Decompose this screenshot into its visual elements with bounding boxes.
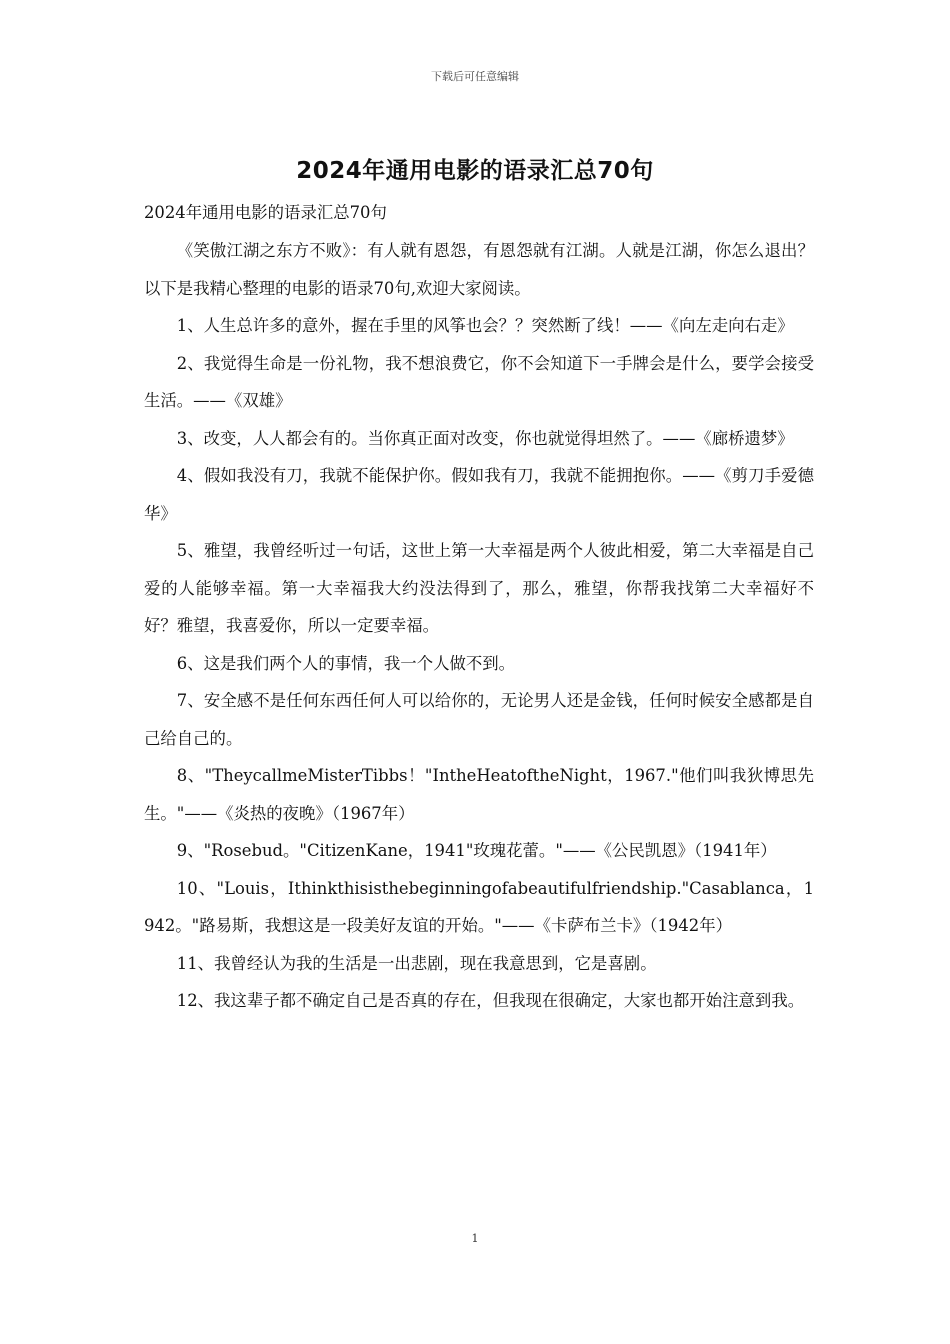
page-header: 下载后可任意编辑 [431, 70, 519, 83]
quote-paragraph: 2、我觉得生命是一份礼物，我不想浪费它，你不会知道下一手牌会是什么，要学会接受生活。——《双雄》 [144, 353, 814, 410]
page-number: 1 [471, 1232, 479, 1245]
document-body [144, 232, 814, 1020]
quote-paragraph: 7、安全感不是任何东西任何人可以给你的，无论男人还是金钱，任何时候安全感都是自己给自己的。 [144, 691, 814, 748]
quote-paragraph: 11、我曾经认为我的生活是一出悲剧，现在我意思到，它是喜剧。 [176, 953, 657, 973]
quote-paragraph: 1、人生总许多的意外，握在手里的风筝也会？？突然断了线！——《向左走向右走》 [176, 316, 794, 335]
quote-paragraph: 4、假如我没有刀，我就不能保护你。假如我有刀，我就不能拥抱你。——《剪刀手爱德华》 [144, 466, 814, 523]
quote-paragraph: 3、改变，人人都会有的。当你真正面对改变，你也就觉得坦然了。——《廊桥遗梦》 [176, 428, 794, 448]
quote-paragraph: 5、雅望，我曾经听过一句话，这世上第一大幸福是两个人彼此相爱，第二大幸福是自己爱的人能够幸福。第一大幸福我大约没法得到了，那么，雅望，你帮我找第二大幸福好不好？雅望，我喜爱你，所以一定要幸福。 [144, 541, 814, 635]
quote-paragraph: 8、"TheycallmeMisterTibbs！"IntheHeatoftheNight，1967."他们叫我狄博思先生。"——《炎热的夜晚》（1967年） [144, 766, 814, 823]
quote-paragraph: 12、我这辈子都不确定自己是否真的存在，但我现在很确定，大家也都开始注意到我。 [176, 991, 805, 1010]
quote-paragraph: 9、"Rosebud。"CitizenKane，1941"玫瑰花蕾。"——《公民凯恩》（1941年） [176, 841, 777, 860]
quote-paragraph: 6、这是我们两个人的事情，我一个人做不到。 [176, 653, 516, 673]
quote-paragraph: 10、"Louis，Ithinkthisisthebeginningofabeautifulfriendship."Casablanca，1942。"路易斯，我想这是一段美好友谊的开始。"——《卡萨布兰卡》（1942年） [144, 878, 814, 935]
document-title: 2024年通用电影的语录汇总70句 [296, 158, 654, 184]
intro-paragraph: 《笑傲江湖之东方不败》：有人就有恩怨，有恩怨就有江湖。人就是江湖，你怎么退出？以下是我精心整理的电影的语录70句,欢迎大家阅读。 [144, 241, 814, 298]
document-subtitle: 2024年通用电影的语录汇总70句 [144, 203, 387, 222]
